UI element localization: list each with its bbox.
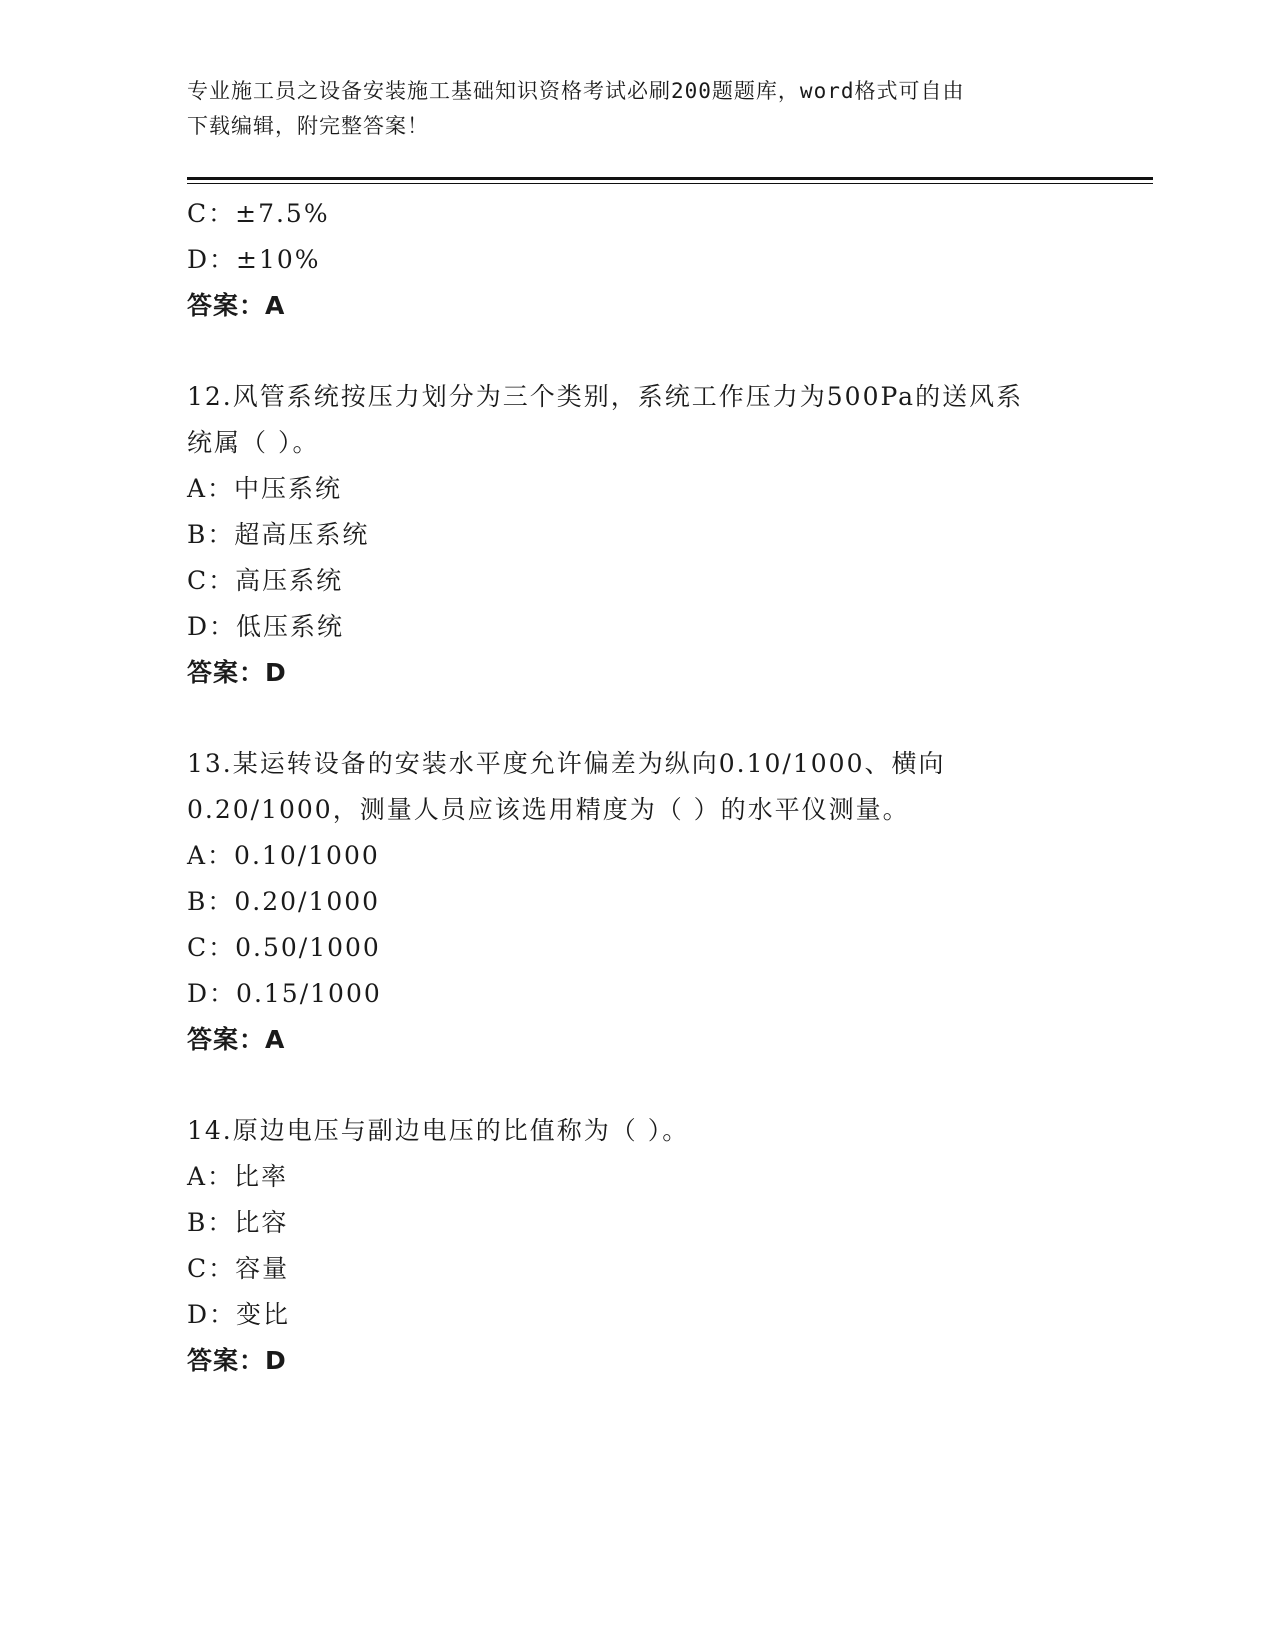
option-b: B：0.20/1000	[187, 887, 381, 916]
option-c: C：±7.5%	[187, 199, 330, 228]
option-d: D：0.15/1000	[187, 979, 382, 1008]
option-c: C：容量	[187, 1254, 290, 1283]
option-c: C：0.50/1000	[187, 933, 381, 962]
question-13	[187, 741, 1147, 1063]
option-b: B：比容	[187, 1208, 289, 1237]
document-header	[187, 74, 1087, 144]
option-a: A：0.10/1000	[187, 841, 380, 870]
option-a: A：比率	[187, 1162, 289, 1191]
question-12	[187, 374, 1147, 696]
answer-line: 答案：D	[187, 1346, 287, 1375]
option-d: D：±10%	[187, 245, 321, 274]
answer-line: 答案：A	[187, 291, 286, 320]
option-a: A：中压系统	[187, 474, 343, 503]
option-b: B：超高压系统	[187, 520, 370, 549]
question-14	[187, 1108, 1147, 1384]
header-divider-thin	[187, 183, 1153, 184]
question-stem: 13.某运转设备的安装水平度允许偏差为纵向0.10/1000、横向	[187, 749, 946, 778]
header-divider-thick	[187, 177, 1153, 180]
header-line-2: 下载编辑，附完整答案！	[187, 114, 429, 138]
question-stem: 12.风管系统按压力划分为三个类别，系统工作压力为500Pa的送风系	[187, 382, 1024, 411]
spacer	[187, 696, 1147, 741]
question-stem: 14.原边电压与副边电压的比值称为（ ）。	[187, 1116, 690, 1145]
answer-line: 答案：D	[187, 658, 287, 687]
answer-line: 答案：A	[187, 1025, 286, 1054]
question-stem: 0.20/1000，测量人员应该选用精度为（ ）的水平仪测量。	[187, 795, 910, 824]
question-list	[187, 191, 1147, 1384]
spacer	[187, 329, 1147, 374]
option-d: D：低压系统	[187, 612, 345, 641]
option-d: D：变比	[187, 1300, 291, 1329]
spacer	[187, 1063, 1147, 1108]
option-c: C：高压系统	[187, 566, 344, 595]
header-line-1: 专业施工员之设备安装施工基础知识资格考试必刷200题题库，word格式可自由	[187, 79, 965, 103]
question-11-partial	[187, 191, 1147, 329]
question-stem: 统属（ ）。	[187, 428, 320, 457]
